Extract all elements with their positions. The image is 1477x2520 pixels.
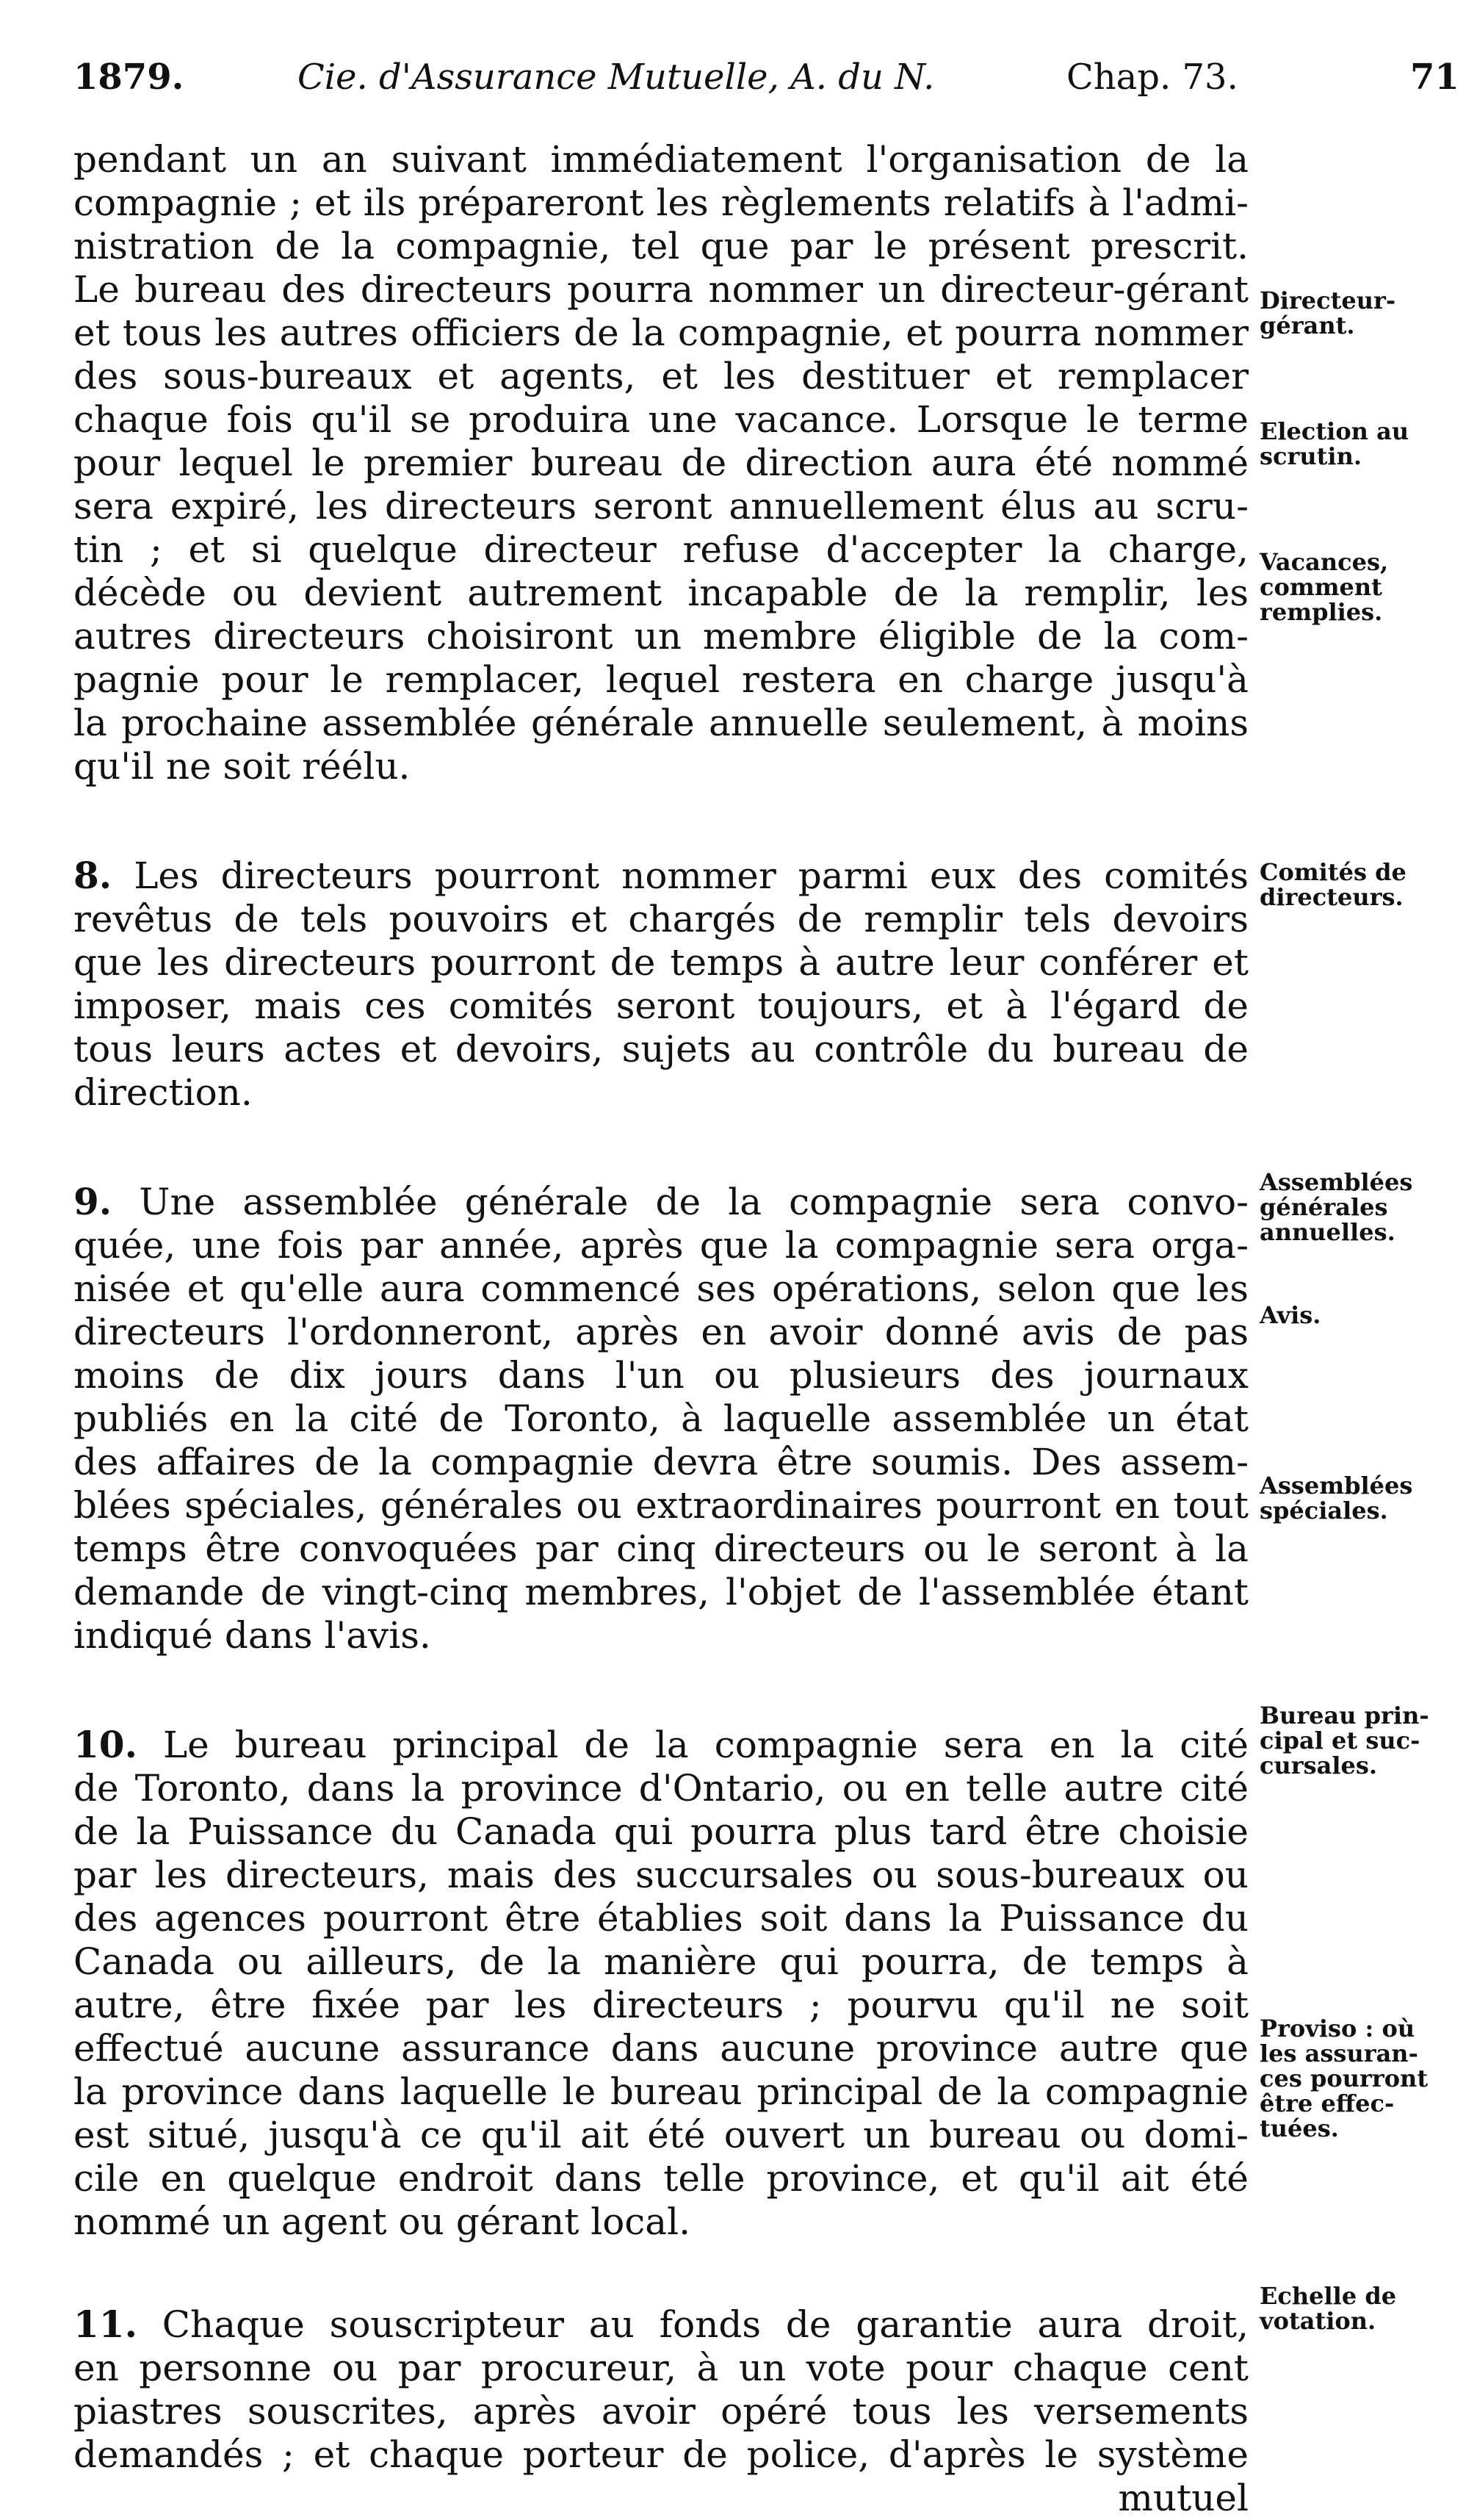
- margin-note-proviso: [1260, 2016, 1465, 2141]
- margin-note-line: spéciales.: [1260, 1497, 1388, 1524]
- margin-note-line: Bureau prin-: [1260, 1702, 1429, 1729]
- paragraph-intro: [73, 138, 1249, 788]
- text-line: indiqué dans l'avis.: [73, 1614, 431, 1657]
- header-chapter: Chap. 73.: [1066, 57, 1238, 98]
- text-line: des affaires de la compagnie devra être soumis. Des assem-: [73, 1441, 1249, 1483]
- margin-note-line: Assemblées: [1260, 1168, 1413, 1196]
- text-line: compagnie ; et ils prépareront les règlements relatifs à l'admi-: [73, 181, 1249, 224]
- text-line: que les directeurs pourront de temps à autre leur conférer et: [73, 941, 1249, 984]
- text-fragment: Le bureau principal de la compagnie sera en la cité: [137, 1724, 1249, 1766]
- running-header: [73, 51, 1459, 103]
- margin-note-vacances: [1260, 550, 1465, 624]
- text-line: tin ; et si quelque directeur refuse d'accepter la charge,: [73, 528, 1249, 571]
- text-line: demandés ; et chaque porteur de police, d'après le système: [73, 2433, 1249, 2476]
- text-line: pour lequel le premier bureau de direction aura été nommé: [73, 442, 1249, 484]
- section-number: 10.: [73, 1723, 137, 1766]
- text-line: effectué aucune assurance dans aucune province autre que: [73, 2027, 1249, 2070]
- text-line: publiés en la cité de Toronto, à laquelle assemblée un état: [73, 1397, 1249, 1440]
- margin-note-line: Comités de: [1260, 858, 1406, 886]
- text-line: revêtus de tels pouvoirs et chargés de remplir tels devoirs: [73, 898, 1249, 940]
- section-8: [73, 854, 1249, 1115]
- text-line: des agences pourront être établies soit dans la Puissance du: [73, 1897, 1249, 1940]
- section-number: 11.: [73, 2303, 137, 2346]
- margin-note-echelle: [1260, 2283, 1465, 2333]
- text-line: et tous les autres officiers de la compagnie, et pourra nommer: [73, 312, 1249, 354]
- text-fragment: Chaque souscripteur au fonds de garantie aura droit,: [137, 2303, 1249, 2346]
- text-line: Le bureau des directeurs pourra nommer un directeur-gérant: [73, 268, 1249, 311]
- text-line: [73, 1180, 1249, 1224]
- text-line: de Toronto, dans la province d'Ontario, ou en telle autre cité: [73, 1767, 1249, 1810]
- margin-note-line: générales: [1260, 1193, 1388, 1221]
- main-text-column: [73, 138, 1249, 2520]
- margin-note-bureau-principal: [1260, 1703, 1465, 1778]
- text-line: des sous-bureaux et agents, et les destituer et remplacer: [73, 355, 1249, 397]
- margin-note-assemblees-generales: [1260, 1170, 1465, 1245]
- margin-note-line: scrutin.: [1260, 442, 1362, 470]
- text-line: est situé, jusqu'à ce qu'il ait été ouvert un bureau ou domi-: [73, 2114, 1249, 2156]
- margin-note-line: gérant.: [1260, 312, 1355, 339]
- text-line: qu'il ne soit réélu.: [73, 745, 411, 788]
- margin-note-line: cipal et suc-: [1260, 1727, 1420, 1754]
- section-number: 8.: [73, 854, 112, 897]
- margin-note-line: Echelle de: [1260, 2282, 1397, 2310]
- text-line: de la Puissance du Canada qui pourra plus tard être choisie: [73, 1810, 1249, 1853]
- margin-note-avis: [1260, 1303, 1465, 1328]
- text-line: directeurs l'ordonneront, après en avoir donné avis de pas: [73, 1311, 1249, 1353]
- text-line: nommé un agent ou gérant local.: [73, 2200, 690, 2243]
- margin-note-line: Election au: [1260, 417, 1409, 445]
- page-number: 71: [1410, 57, 1459, 98]
- margin-note-line: directeurs.: [1260, 883, 1404, 911]
- text-fragment: Une assemblée générale de la compagnie sera convo-: [112, 1181, 1249, 1223]
- margin-note-line: ces pourront: [1260, 2064, 1429, 2092]
- text-line: [73, 1723, 1249, 1767]
- margin-note-comites: [1260, 860, 1465, 910]
- margin-note-line: Assemblées: [1260, 1472, 1413, 1500]
- section-11: [73, 2303, 1249, 2520]
- text-line: imposer, mais ces comités seront toujours, et à l'égard de: [73, 984, 1249, 1027]
- text-line: tous leurs actes et devoirs, sujets au contrôle du bureau de: [73, 1028, 1249, 1070]
- text-line: demande de vingt-cinq membres, l'objet de l'assemblée étant: [73, 1571, 1249, 1613]
- margin-note-line: annuelles.: [1260, 1218, 1395, 1246]
- header-title: Cie. d'Assurance Mutuelle, A. du N.: [297, 57, 935, 98]
- text-fragment: Les directeurs pourront nommer parmi eux des comités: [112, 854, 1249, 897]
- text-line: piastres souscrites, après avoir opéré tous les versements: [73, 2390, 1249, 2433]
- margin-note-line: les assuran-: [1260, 2040, 1418, 2067]
- text-line: moins de dix jours dans l'un ou plusieurs des journaux: [73, 1354, 1249, 1397]
- text-line: la province dans laquelle le bureau principal de la compagnie: [73, 2070, 1249, 2113]
- text-line: pendant un an suivant immédiatement l'organisation de la: [73, 138, 1249, 181]
- text-line: par les directeurs, mais des succursales ou sous-bureaux ou: [73, 1854, 1249, 1896]
- text-line: Canada ou ailleurs, de la manière qui pourra, de temps à: [73, 1940, 1249, 1983]
- margin-note-line: Avis.: [1260, 1301, 1321, 1329]
- section-10: [73, 1723, 1249, 2244]
- margin-note-election: [1260, 419, 1465, 469]
- text-line: nisée et qu'elle aura commencé ses opérations, selon que les: [73, 1267, 1249, 1310]
- catchword: mutuel: [1118, 2477, 1249, 2519]
- margin-note-line: tuées.: [1260, 2114, 1339, 2142]
- margin-note-line: remplies.: [1260, 598, 1383, 626]
- margin-note-line: cursales.: [1260, 1752, 1378, 1779]
- section-number: 9.: [73, 1180, 112, 1223]
- margin-note-assemblees-speciales: [1260, 1473, 1465, 1523]
- header-year: 1879.: [73, 57, 184, 98]
- text-line: autres directeurs choisiront un membre éligible de la com-: [73, 615, 1249, 658]
- margin-note-directeur-gerant: [1260, 288, 1465, 338]
- text-line: autre, être fixée par les directeurs ; pourvu qu'il ne soit: [73, 1984, 1249, 2026]
- margin-note-line: Vacances,: [1260, 548, 1389, 576]
- text-line: [73, 854, 1249, 898]
- margin-note-line: Directeur-: [1260, 287, 1396, 314]
- margin-note-line: comment: [1260, 573, 1382, 601]
- margin-note-line: être effec-: [1260, 2089, 1395, 2117]
- text-line: décède ou devient autrement incapable de la remplir, les: [73, 572, 1249, 614]
- text-line: nistration de la compagnie, tel que par le présent prescrit.: [73, 225, 1249, 267]
- margin-note-line: Proviso : où: [1260, 2015, 1415, 2042]
- text-line: direction.: [73, 1071, 253, 1114]
- section-9: [73, 1180, 1249, 1657]
- text-line: chaque fois qu'il se produira une vacance. Lorsque le terme: [73, 398, 1249, 441]
- text-line: sera expiré, les directeurs seront annuellement élus au scru-: [73, 485, 1249, 528]
- text-line: cile en quelque endroit dans telle province, et qu'il ait été: [73, 2157, 1249, 2200]
- margin-note-line: votation.: [1260, 2307, 1376, 2335]
- text-line: quée, une fois par année, après que la compagnie sera orga-: [73, 1224, 1249, 1267]
- text-line: la prochaine assemblée générale annuelle seulement, à moins: [73, 702, 1249, 744]
- text-line: en personne ou par procureur, à un vote pour chaque cent: [73, 2347, 1249, 2389]
- text-line: temps être convoquées par cinq directeurs ou le seront à la: [73, 1527, 1249, 1570]
- text-line: blées spéciales, générales ou extraordinaires pourront en tout: [73, 1484, 1249, 1527]
- text-line: pagnie pour le remplacer, lequel restera en charge jusqu'à: [73, 658, 1249, 701]
- text-line: [73, 2303, 1249, 2347]
